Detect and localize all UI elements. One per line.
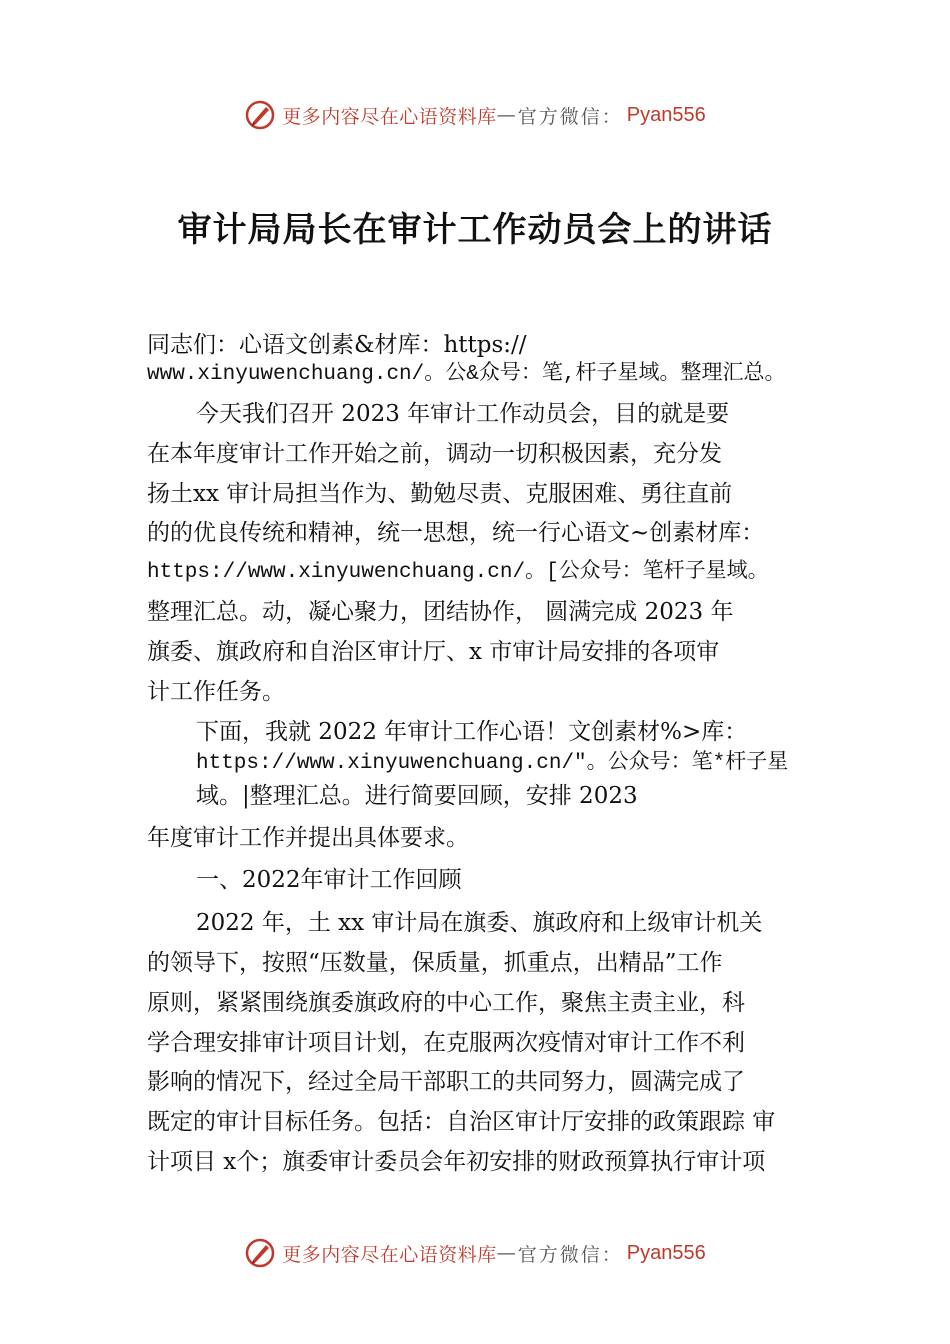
banner-wechat-id: Pyan556 (626, 1241, 706, 1264)
body-line: 计项目 x个；旗委审计委员会年初安排的财政预算执行审计项 (147, 1149, 766, 1175)
body-line: 在本年度审计工作开始之前，调动一切积极因素，充分发 (147, 441, 722, 467)
body-line: 影响的情况下，经过全局干部职工的共同努力，圆满完成了 (147, 1069, 745, 1095)
body-line: www.xinyuwenchuang.cn/。公&众号：笔,杆子星域。整理汇总。 (147, 363, 786, 386)
body-line: 计工作任务。 (147, 679, 285, 705)
body-line: 扬土xx 审计局担当作为、勤勉尽责、克服困难、勇往直前 (147, 481, 733, 507)
body-line: 年度审计工作并提出具体要求。 (147, 825, 469, 851)
banner-dash: — (496, 1242, 518, 1264)
body-line: 既定的审计目标任务。包括：自治区审计厅安排的政策跟踪 审 (147, 1109, 776, 1135)
footer-banner (0, 1233, 950, 1273)
body-line: 原则，紧紧围绕旗委旗政府的中心工作，聚焦主责主业，科 (147, 990, 745, 1016)
body-line: 整理汇总。动，凝心聚力，团结协作， 圆满完成 2023 年 (147, 599, 734, 625)
banner-wechat-label: 官方微信： (517, 105, 623, 128)
body-line: 同志们：心语文创素&材库：https:// (147, 332, 527, 358)
body-line: 旗委、旗政府和自治区审计厅、x 市审计局安排的各项审 (147, 639, 720, 665)
body-line: https://www.xinyuwenchuang.cn/"。公众号：笔*杆子星 (196, 752, 789, 775)
header-banner (0, 95, 950, 135)
banner-slogan: 更多内容尽在心语资料库 (282, 1243, 497, 1266)
body-line: 域。|整理汇总。进行简要回顾，安排 2023 (196, 783, 638, 809)
body-line: 的领导下，按照“压数量，保质量，抓重点，出精品”工作 (147, 950, 723, 976)
body-line: https://www.xinyuwenchuang.cn/。[公众号：笔杆子星域。 (147, 561, 769, 584)
banner-wechat-id: Pyan556 (626, 103, 706, 126)
body-line: 2022 年，土 xx 审计局在旗委、旗政府和上级审计机关 (196, 910, 763, 936)
body-line: 的的优良传统和精神，统一思想，统一行心语文~创素材库： (147, 520, 765, 546)
body-line: 下面，我就 2022 年审计工作心语！文创素材%>库： (196, 719, 748, 745)
document-title: 审计局局长在审计工作动员会上的讲话 (177, 210, 773, 250)
section-heading: 一、2022年审计工作回顾 (196, 867, 462, 893)
body-line: 学合理安排审计项目计划，在克服两次疫情对审计工作不利 (147, 1030, 745, 1056)
body-line: 今天我们召开 2023 年审计工作动员会，目的就是要 (196, 401, 730, 427)
banner-slogan: 更多内容尽在心语资料库 (282, 105, 497, 128)
pen-logo-icon (244, 99, 276, 131)
pen-logo-icon (244, 1237, 276, 1269)
banner-dash: — (496, 104, 518, 126)
banner-wechat-label: 官方微信： (517, 1243, 623, 1266)
